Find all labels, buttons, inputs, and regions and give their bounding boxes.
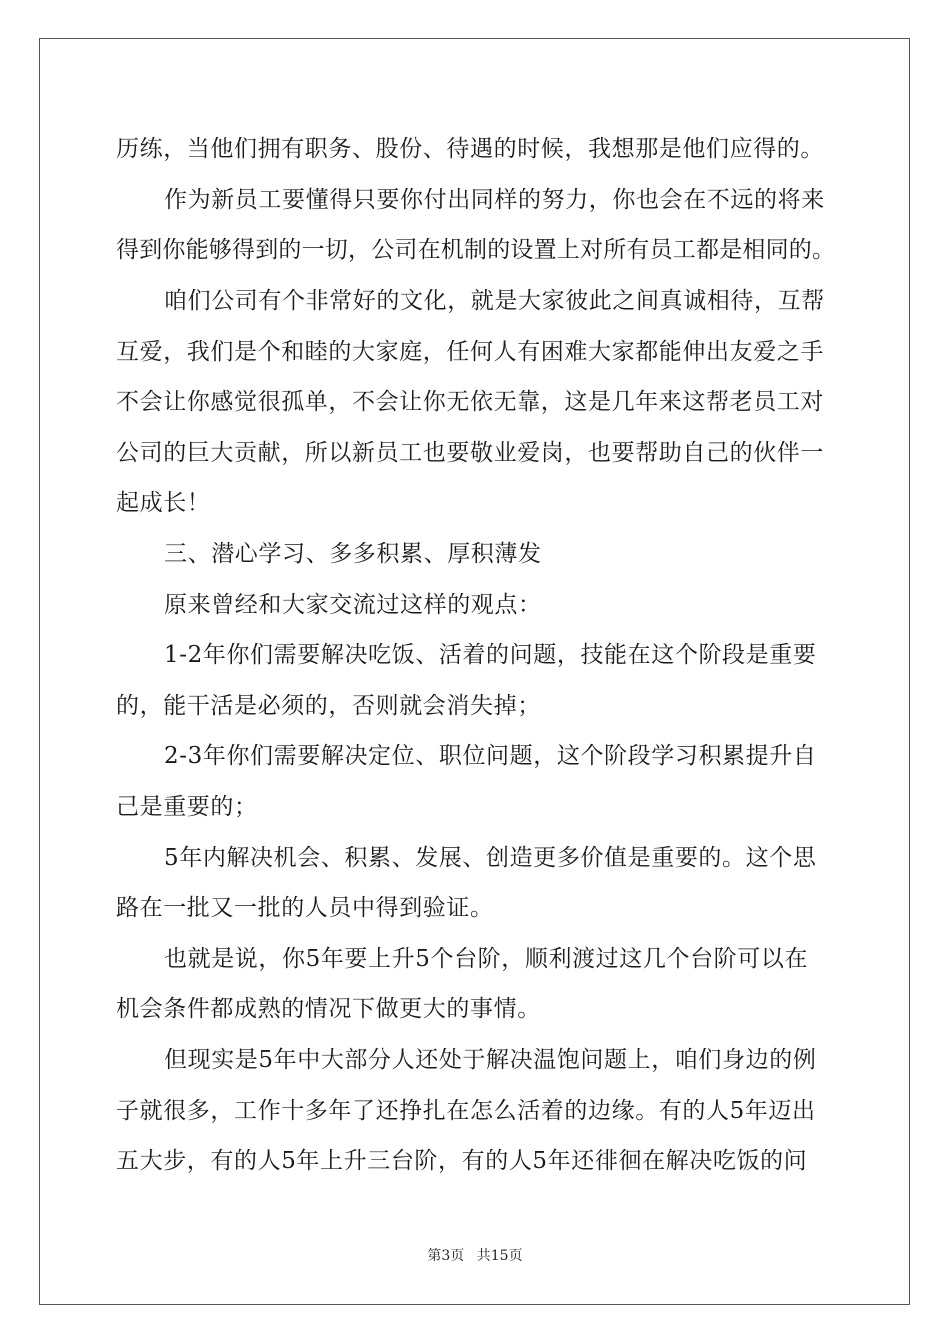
page-total: 共15页	[476, 1248, 523, 1264]
text-line: 机会条件都成熟的情况下做更大的事情。	[116, 996, 541, 1022]
page-number: 第3页	[427, 1248, 465, 1264]
text-line: 起成长！	[116, 490, 211, 516]
paragraph-first-line: 5年内解决机会、积累、发展、创造更多价值是重要的。这个思	[164, 845, 817, 871]
text-line: 互爱，我们是个和睦的大家庭，任何人有困难大家都能伸出友爱之手	[116, 339, 824, 365]
section-heading: 三、潜心学习、多多积累、厚积薄发	[164, 541, 542, 567]
text-line: 不会让你感觉很孤单，不会让你无依无靠，这是几年来这帮老员工对	[116, 389, 824, 415]
paragraph-first-line: 2-3年你们需要解决定位、职位问题，这个阶段学习积累提升自	[164, 743, 817, 769]
paragraph-first-line: 原来曾经和大家交流过这样的观点：	[164, 592, 542, 618]
text-line: 公司的巨大贡献，所以新员工也要敬业爱岗，也要帮助自己的伙伴一	[116, 440, 824, 466]
paragraph-first-line: 咱们公司有个非常好的文化，就是大家彼此之间真诚相待，互帮	[164, 288, 825, 314]
text-line: 得到你能够得到的一切，公司在机制的设置上对所有员工都是相同的。	[116, 237, 836, 263]
paragraph-first-line: 也就是说，你5年要上升5个台阶，顺利渡过这几个台阶可以在	[164, 946, 809, 972]
text-line: 子就很多，工作十多年了还挣扎在怎么活着的边缘。有的人5年迈出	[116, 1098, 816, 1124]
text-line: 历练，当他们拥有职务、股份、待遇的时候，我想那是他们应得的。	[116, 136, 824, 162]
paragraph-first-line: 作为新员工要懂得只要你付出同样的努力，你也会在不远的将来	[164, 187, 825, 213]
page-footer	[0, 1245, 950, 1265]
paragraph-first-line: 但现实是5年中大部分人还处于解决温饱问题上，咱们身边的例	[164, 1047, 817, 1073]
paragraph-first-line: 1-2年你们需要解决吃饭、活着的问题，技能在这个阶段是重要	[164, 642, 817, 668]
text-line: 己是重要的；	[116, 794, 258, 820]
text-line: 的，能干活是必须的，否则就会消失掉；	[116, 693, 541, 719]
text-line: 五大步，有的人5年上升三台阶，有的人5年还徘徊在解决吃饭的问	[116, 1148, 808, 1174]
text-line: 路在一批又一批的人员中得到验证。	[116, 895, 494, 921]
